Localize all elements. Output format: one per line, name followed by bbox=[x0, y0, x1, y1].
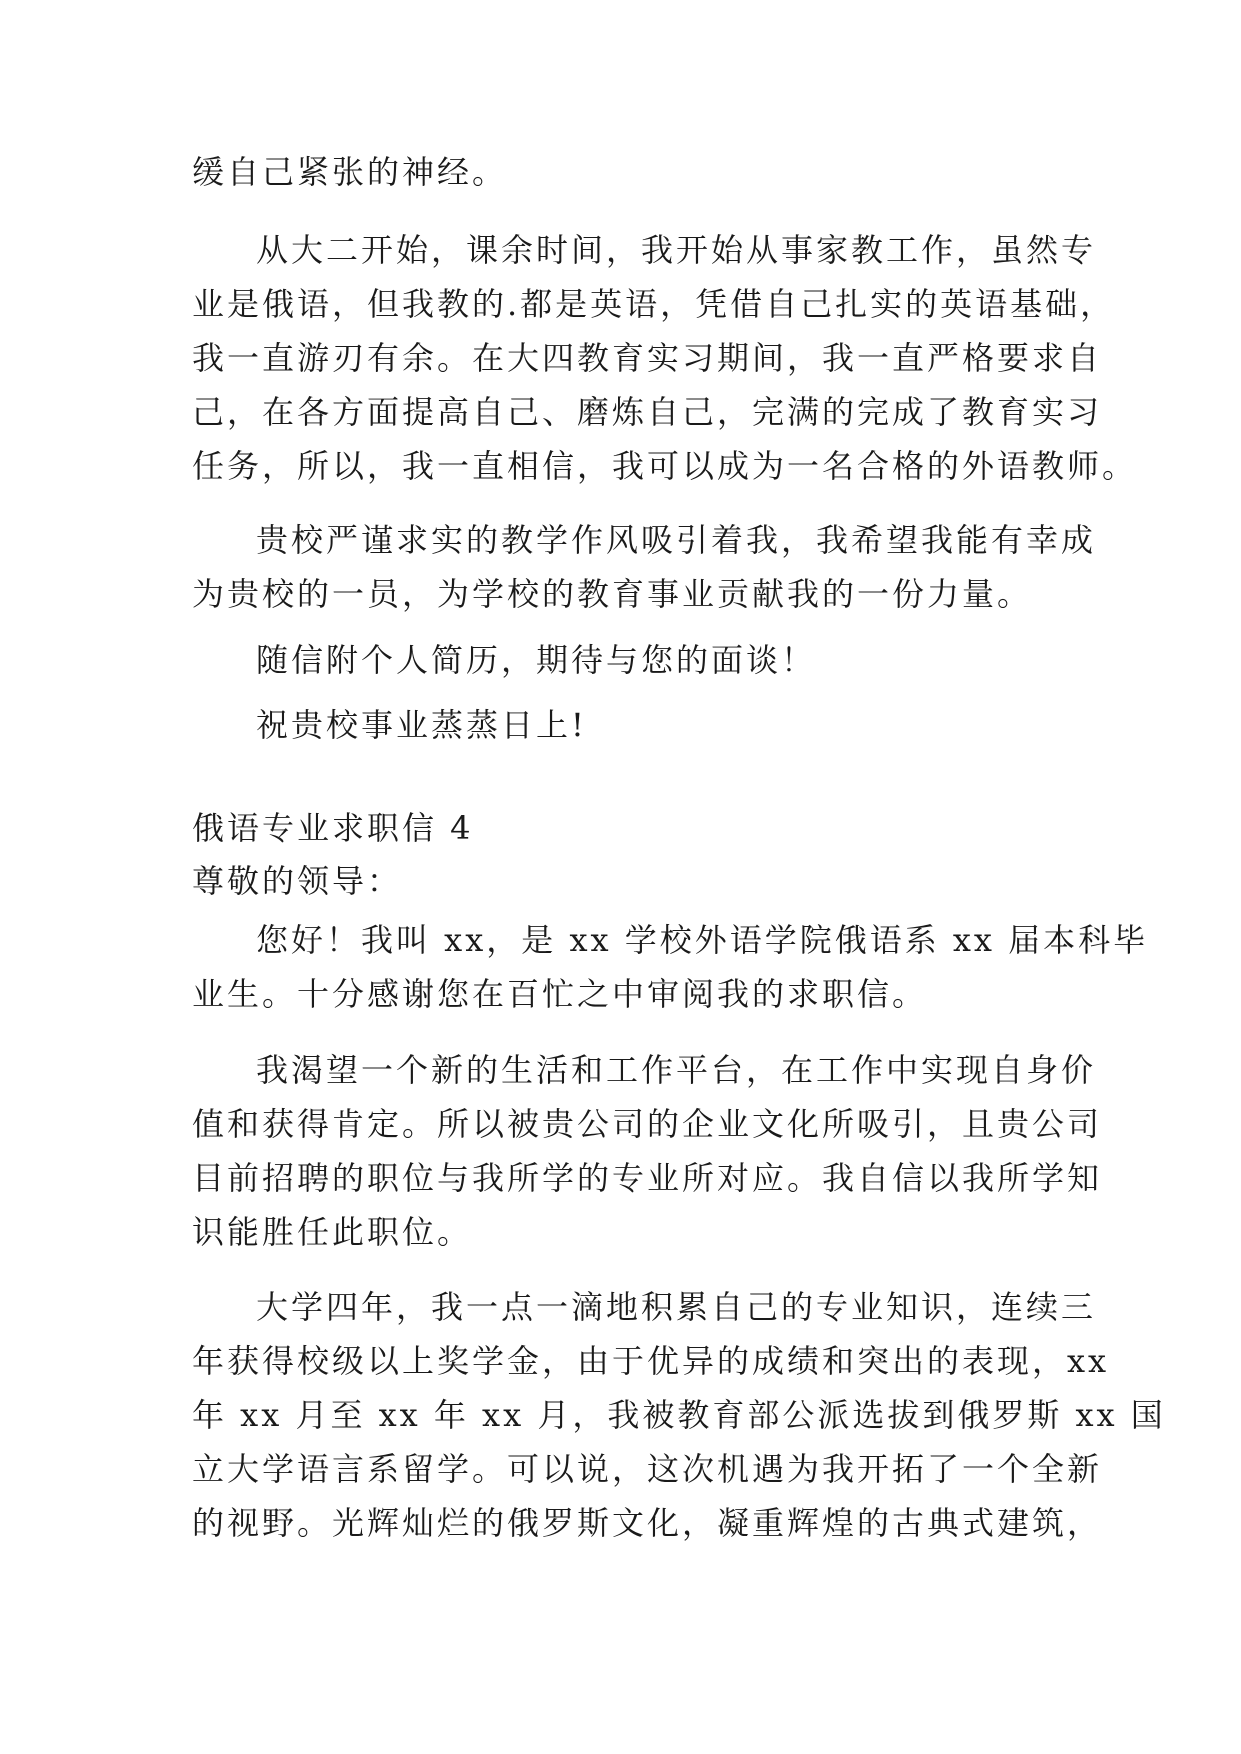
text-line: 我一直游刃有余。在大四教育实习期间，我一直严格要求自 bbox=[192, 339, 1103, 377]
text-line: 缓自己紧张的神经。 bbox=[192, 153, 508, 191]
text-line: 业生。十分感谢您在百忙之中审阅我的求职信。 bbox=[192, 975, 928, 1013]
text-line: 值和获得肯定。所以被贵公司的企业文化所吸引，且贵公司 bbox=[192, 1105, 1103, 1143]
text-line: 随信附个人简历，期待与您的面谈！ bbox=[256, 641, 817, 679]
text-line: 大学四年，我一点一滴地积累自己的专业知识，连续三 bbox=[256, 1288, 1097, 1326]
text-line: 年获得校级以上奖学金，由于优异的成绩和突出的表现，xx bbox=[192, 1342, 1110, 1380]
text-line: 贵校严谨求实的教学作风吸引着我，我希望我能有幸成 bbox=[256, 521, 1097, 559]
text-line: 立大学语言系留学。可以说，这次机遇为我开拓了一个全新 bbox=[192, 1450, 1103, 1488]
section-title: 俄语专业求职信 4 bbox=[192, 809, 474, 847]
text-line: 己，在各方面提高自己、磨炼自己，完满的完成了教育实习 bbox=[192, 393, 1103, 431]
salutation: 尊敬的领导： bbox=[192, 862, 403, 900]
text-line: 识能胜任此职位。 bbox=[192, 1213, 473, 1251]
text-line: 我渴望一个新的生活和工作平台，在工作中实现自身价 bbox=[256, 1051, 1097, 1089]
text-line: 目前招聘的职位与我所学的专业所对应。我自信以我所学知 bbox=[192, 1159, 1103, 1197]
text-line: 任务，所以，我一直相信，我可以成为一名合格的外语教师。 bbox=[192, 447, 1138, 485]
text-line: 您好！我叫 xx，是 xx 学校外语学院俄语系 xx 届本科毕 bbox=[256, 921, 1149, 959]
text-line: 业是俄语，但我教的.都是英语，凭借自己扎实的英语基础， bbox=[192, 285, 1116, 323]
text-line: 为贵校的一员，为学校的教育事业贡献我的一份力量。 bbox=[192, 575, 1033, 613]
text-line: 祝贵校事业蒸蒸日上! bbox=[256, 706, 587, 744]
text-line: 的视野。光辉灿烂的俄罗斯文化，凝重辉煌的古典式建筑， bbox=[192, 1504, 1103, 1542]
text-line: 年 xx 月至 xx 年 xx 月，我被教育部公派选拔到俄罗斯 xx 国 bbox=[192, 1396, 1166, 1434]
text-line: 从大二开始，课余时间，我开始从事家教工作，虽然专 bbox=[256, 231, 1097, 269]
